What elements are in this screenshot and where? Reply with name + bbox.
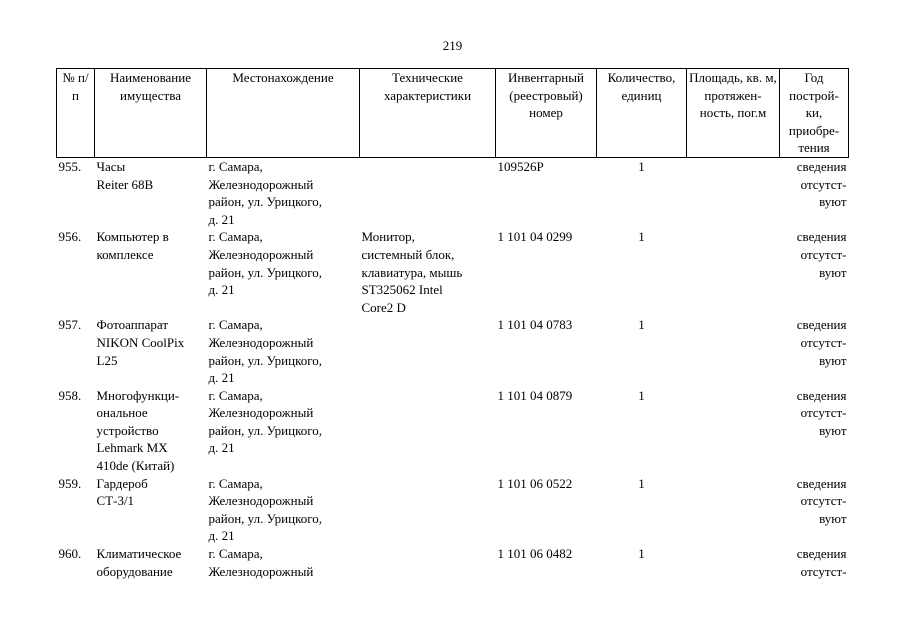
cell-quantity: 1 <box>638 546 645 562</box>
cell-quantity: 1 <box>638 387 645 403</box>
header-inventory: Инвентарный (реестровый) номер <box>496 69 597 158</box>
cell-area <box>687 157 780 228</box>
table-row <box>57 475 849 545</box>
cell-year: сведения отсутст- вуют <box>796 387 847 438</box>
table-row <box>57 387 849 475</box>
cell-location: г. Самара, Железнодорожный район, ул. Урицкого, д. 21 <box>208 387 322 456</box>
cell-location: г. Самара, Железнодорожный район, ул. Урицкого, д. 21 <box>208 475 322 544</box>
cell-area <box>687 545 780 580</box>
cell-inventory: 1 101 04 0299 <box>497 229 573 245</box>
cell-area <box>687 228 780 316</box>
cell-number: 959. <box>58 475 82 491</box>
cell-name: Часы Reiter 68B <box>96 158 154 192</box>
cell-number: 955. <box>58 158 82 174</box>
cell-number: 958. <box>58 387 82 403</box>
cell-quantity: 1 <box>638 229 645 245</box>
cell-area <box>687 475 780 545</box>
table-row <box>57 228 849 316</box>
cell-year: сведения отсутст- вуют <box>796 229 847 280</box>
cell-specs <box>360 475 496 545</box>
table-body <box>57 157 849 580</box>
cell-inventory: 1 101 06 0482 <box>497 546 573 562</box>
header-location: Местонахождение <box>207 69 360 158</box>
cell-inventory: 1 101 06 0522 <box>497 475 573 491</box>
cell-area <box>687 316 780 386</box>
cell-inventory: 1 101 04 0879 <box>497 387 573 403</box>
cell-location: г. Самара, Железнодорожный <box>208 546 314 579</box>
header-year: Год построй-ки, приобре-тения <box>780 69 849 158</box>
header-area: Площадь, кв. м, протяжен-ность, пог.м <box>687 69 780 158</box>
property-registry-table <box>56 68 849 580</box>
cell-number: 960. <box>58 546 82 562</box>
page-number: 219 <box>442 38 463 53</box>
cell-year: сведения отсутст- <box>796 546 847 579</box>
cell-location: г. Самара, Железнодорожный район, ул. Урицкого, д. 21 <box>208 158 322 227</box>
cell-specs <box>360 387 496 475</box>
header-specs: Технические характеристики <box>360 69 496 158</box>
table-row <box>57 316 849 386</box>
cell-name: Гардероб СТ-3/1 <box>96 475 148 509</box>
header-name: Наименование имущества <box>95 69 207 158</box>
cell-number: 957. <box>58 317 82 333</box>
cell-quantity: 1 <box>638 158 645 174</box>
table-row <box>57 157 849 228</box>
cell-name: Многофункци- ональное устройство Lehmark MX 410de (Китай) <box>96 387 180 474</box>
cell-quantity: 1 <box>638 317 645 333</box>
cell-year: сведения отсутст- вуют <box>796 317 847 368</box>
cell-location: г. Самара, Железнодорожный район, ул. Урицкого, д. 21 <box>208 317 322 386</box>
cell-number: 956. <box>58 229 82 245</box>
cell-inventory: 1 101 04 0783 <box>497 317 573 333</box>
header-quantity: Количество, единиц <box>597 69 687 158</box>
cell-specs <box>360 545 496 580</box>
cell-year: сведения отсутст- вуют <box>796 158 847 210</box>
cell-name: Климатическое оборудование <box>96 546 182 579</box>
table-header-row <box>57 69 849 158</box>
cell-quantity: 1 <box>638 475 645 491</box>
cell-specs <box>360 316 496 386</box>
cell-specs: Монитор, системный блок, клавиатура, мышь ST325062 Intel Core2 D <box>361 229 463 315</box>
cell-area <box>687 387 780 475</box>
cell-location: г. Самара, Железнодорожный район, ул. Урицкого, д. 21 <box>208 229 322 298</box>
table-row <box>57 545 849 580</box>
header-number: № п/п <box>57 69 95 158</box>
cell-inventory: 109526Р <box>497 158 544 174</box>
cell-specs <box>360 157 496 228</box>
cell-name: Компьютер в комплексе <box>96 229 169 262</box>
cell-name: Фотоаппарат NIKON CoolPix L25 <box>96 317 185 368</box>
cell-year: сведения отсутст- вуют <box>796 475 847 526</box>
